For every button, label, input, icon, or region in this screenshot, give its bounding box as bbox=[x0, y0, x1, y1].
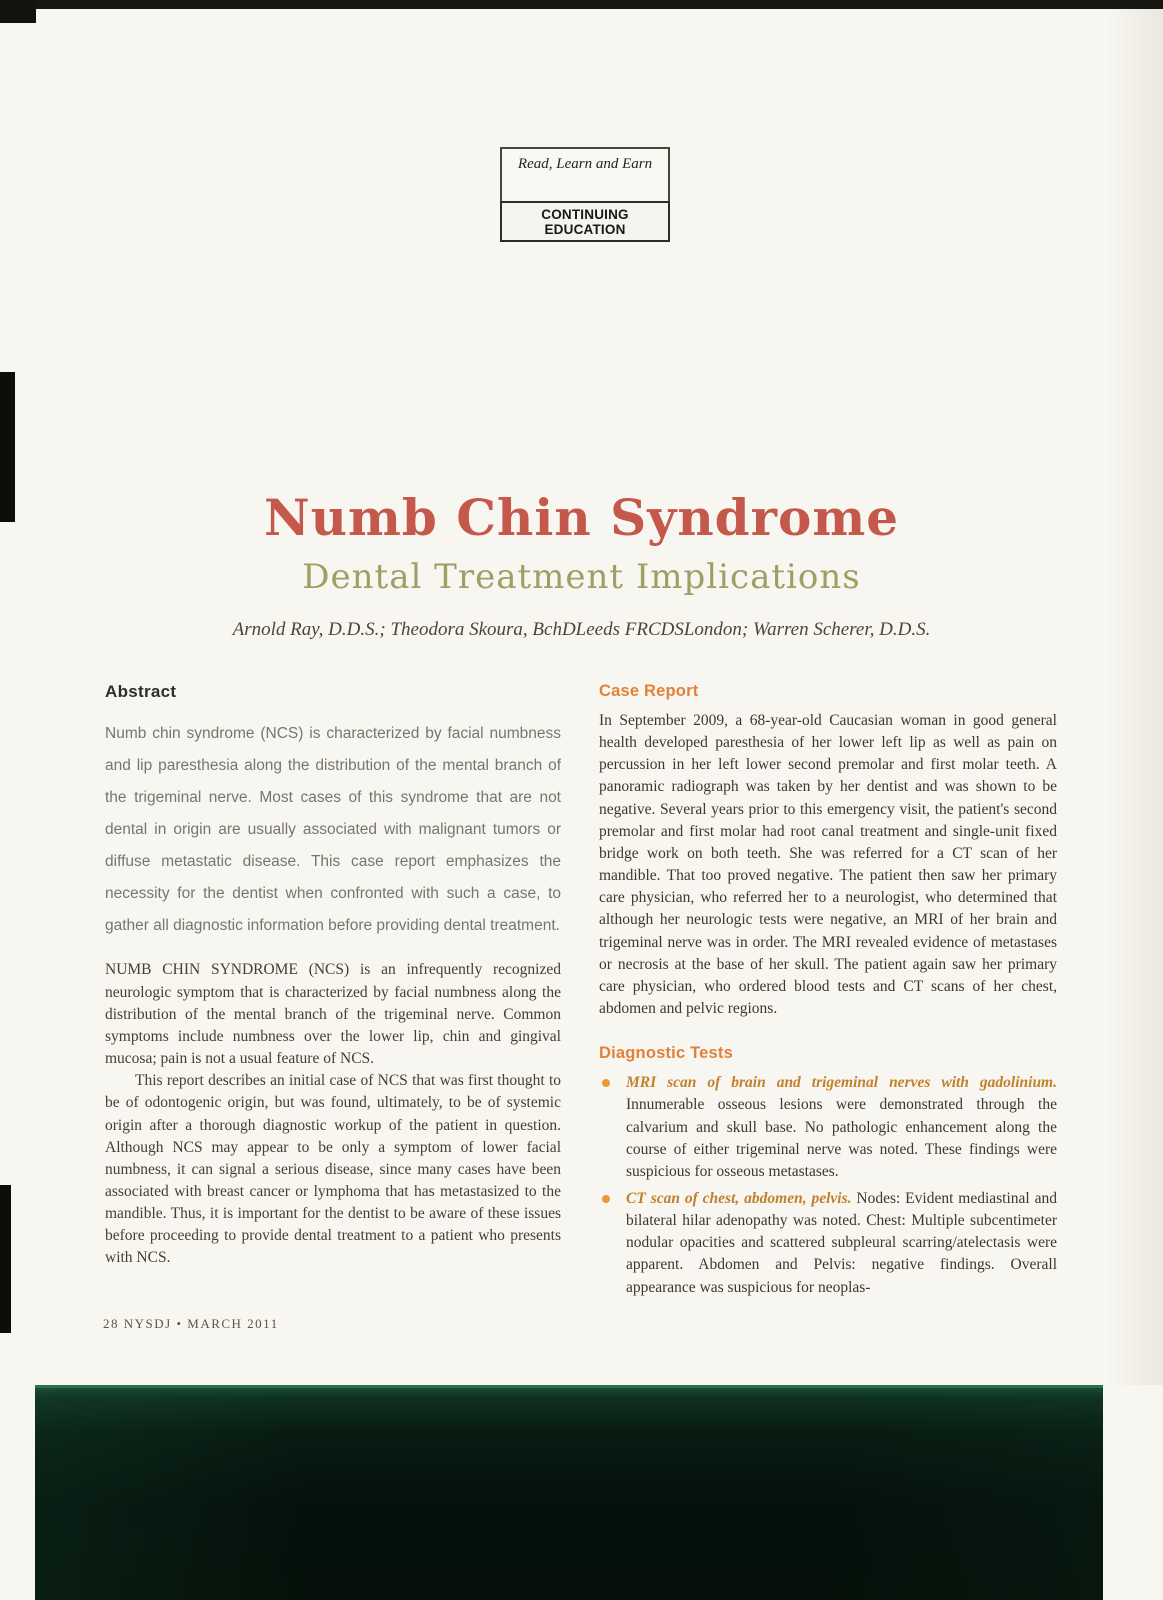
badge-label: CONTINUING EDUCATION bbox=[500, 201, 670, 242]
case-report-body: In September 2009, a 68-year-old Caucasian woman in good general health developed paresthesia of her lower left lip as well as pain on percussion in her left lower second premolar and first molar teeth. A panoramic radiograph was taken by her dentist and was shown to be negative. Several years prior to this emergency visit, the patient's second premolar and first molar had root canal treatment and single-unit fixed bridge work on both teeth. She was referred for a CT scan of her mandible. That too proved negative. The patient then saw her primary care physician, who referred her to a neurologist, who determined that although her neurologic tests were negative, an MRI of her brain and trigeminal nerve was in order. The MRI revealed evidence of metastases or necrosis at the base of her skull. The patient again saw her primary care physician, who ordered blood tests and CT scans of her chest, abdomen and pelvic regions. bbox=[599, 712, 1057, 1018]
article-subtitle: Dental Treatment Implications bbox=[302, 557, 861, 597]
author-line: Arnold Ray, D.D.S.; Theodora Skoura, BchDLeeds FRCDSLondon; Warren Scherer, D.D.S. bbox=[232, 619, 931, 640]
page-edge-shadow bbox=[1105, 9, 1163, 1385]
diagnostic-item-lead: MRI scan of brain and trigeminal nerves with gadolinium. bbox=[626, 1074, 1057, 1092]
scan-edge-top bbox=[0, 0, 1163, 9]
article-columns bbox=[105, 682, 1057, 1304]
diagnostic-tests-list bbox=[599, 1072, 1057, 1299]
intro-paragraph-1-rest: is an infrequently recognized neurologic symptom that is characterized by facial numbness along the distribution of the mental branch of the trigeminal nerve. Common symptoms include numbness over the lower lip, chin and gingival mucosa; pain is not a usual feature of NCS. bbox=[105, 961, 561, 1068]
page-footer: 28 NYSDJ • MARCH 2011 bbox=[103, 1316, 279, 1331]
diagnostic-item-text: Innumerable osseous lesions were demonstrated through the calvarium and skull base. No pathologic enhancement along the course of either trigeminal nerve was noted. These findings were suspicious for osseous metastases. bbox=[626, 1096, 1057, 1180]
abstract-heading: Abstract bbox=[105, 682, 177, 701]
diagnostic-tests-heading: Diagnostic Tests bbox=[599, 1044, 734, 1063]
diagnostic-item-text: Nodes: Evident mediastinal and bilateral hilar adenopathy was noted. Chest: Multiple subcentimeter nodular opacities and scattered subpleural scarring/atelectasis were apparent. Abdomen and Pelvis: negative findings. Overall appearance was suspicious for neoplas- bbox=[626, 1189, 1057, 1296]
badge-tagline: Read, Learn and Earn bbox=[517, 156, 653, 172]
scan-edge-corner bbox=[0, 0, 36, 23]
bottom-scan-band bbox=[35, 1385, 1103, 1600]
intro-paragraph-2: This report describes an initial case of NCS that was first thought to be of odontogenic origin, but was found, ultimately, to be of systemic origin after a thorough diagnostic workup of the patient in question. Although NCS may appear to be only a symptom of lower facial numbness, it can signal a serious disease, since many cases have been associated with breast cancer or lymphoma that has metastasized to the mandible. Thus, it is important for the dentist to be aware of these issues before proceeding to provide dental treatment to a patient who presents with NCS. bbox=[105, 1072, 561, 1267]
scan-edge-left-lower bbox=[0, 1185, 11, 1333]
diagnostic-item-lead: CT scan of chest, abdomen, pelvis. bbox=[626, 1189, 852, 1207]
article-title: Numb Chin Syndrome bbox=[263, 488, 900, 547]
case-report-heading: Case Report bbox=[599, 682, 699, 700]
right-column bbox=[599, 682, 1057, 1304]
abstract-body: Numb chin syndrome (NCS) is characterized by facial numbness and lip paresthesia along the distribution of the mental branch of the trigeminal nerve. Most cases of this syndrome that are not dental in origin are usually associated with malignant tumors or diffuse metastatic disease. This case report emphasizes the necessity for the dentist when confronted with such a case, to gather all diagnostic information before providing dental treatment. bbox=[105, 725, 561, 934]
bullet-icon bbox=[602, 1079, 610, 1087]
intro-paragraph-1 bbox=[105, 959, 561, 1070]
list-item bbox=[599, 1072, 1057, 1183]
intro-lead: NUMB CHIN SYNDROME (NCS) bbox=[105, 961, 350, 979]
title-block bbox=[0, 488, 1163, 641]
list-item bbox=[599, 1188, 1057, 1299]
bullet-icon bbox=[602, 1195, 610, 1203]
continuing-education-badge bbox=[500, 147, 670, 242]
left-column bbox=[105, 682, 561, 1304]
